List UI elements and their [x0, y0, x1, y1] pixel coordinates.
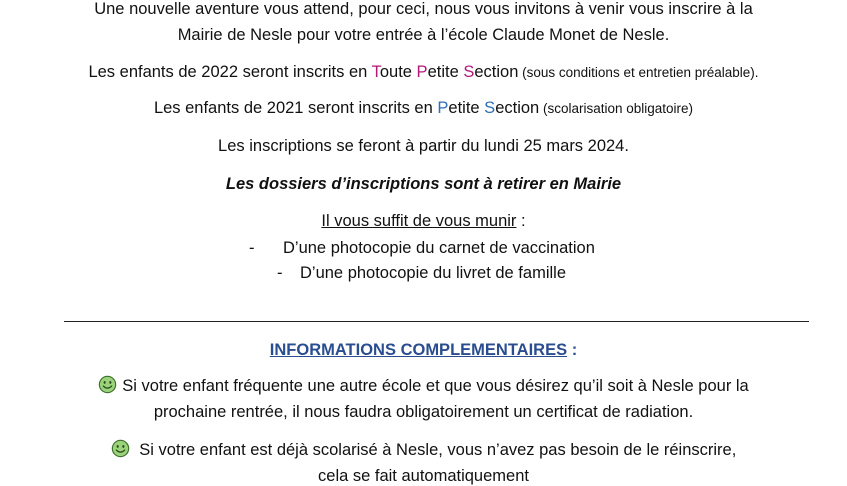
- smiley-face-icon: [111, 439, 130, 458]
- ps-prefix: Les enfants de 2021 seront inscrits en: [153, 99, 438, 117]
- info-p2-line-2: cela se fait automatiquement: [318, 467, 529, 485]
- ps-word-1: etite: [448, 99, 485, 117]
- list-bullet: -: [249, 239, 255, 257]
- list-item-text: D’une photocopie du livret de famille: [300, 264, 566, 282]
- info-p1-line-2: prochaine rentrée, il nous faudra obligatoirement un certificat de radiation.: [153, 403, 694, 421]
- ps-note: (scolarisation obligatoire): [539, 101, 694, 116]
- dossiers-line: Les dossiers d’inscriptions sont à retirer en Mairie: [225, 175, 622, 193]
- intro-line-1: Une nouvelle aventure vous attend, pour ceci, nous vous invitons à venir vous inscrire à la: [94, 0, 753, 18]
- list-item: [277, 263, 566, 283]
- horizontal-divider: [64, 321, 809, 322]
- munir-heading: Il vous suffit de vous munir: [321, 212, 517, 230]
- smiley-face-icon: [98, 375, 117, 394]
- info-p2-line-1: [0, 439, 847, 460]
- info-heading: INFORMATIONS COMPLEMENTAIRES: [269, 341, 568, 359]
- tps-word-3: ection: [474, 63, 519, 81]
- info-p2-text-1: Si votre enfant est déjà scolarisé à Nesle, vous n’avez pas besoin de le réinscrire,: [134, 441, 737, 459]
- tps-word-1: oute: [379, 63, 417, 81]
- date-line: Les inscriptions se feront à partir du lundi 25 mars 2024.: [218, 137, 629, 155]
- tps-prefix: Les enfants de 2022 seront inscrits en: [88, 63, 372, 81]
- ps-line: [0, 98, 847, 119]
- info-p1-line-1: [0, 375, 847, 396]
- list-item: [249, 238, 595, 258]
- ps-initial-p: P: [437, 99, 449, 117]
- ps-word-2: ection: [495, 99, 540, 117]
- info-heading-suffix: :: [567, 341, 578, 359]
- list-item-text: D’une photocopie du carnet de vaccination: [283, 239, 595, 257]
- intro-line-2: Mairie de Nesle pour votre entrée à l’école Claude Monet de Nesle.: [177, 26, 670, 44]
- tps-initial-t: T: [371, 63, 380, 81]
- ps-initial-s: S: [484, 99, 496, 117]
- tps-note: (sous conditions et entretien préalable).: [518, 65, 759, 80]
- tps-line: [0, 62, 847, 83]
- munir-heading-suffix: :: [516, 212, 526, 230]
- munir-heading-line: [0, 211, 847, 231]
- tps-initial-p: P: [416, 63, 428, 81]
- info-p1-text-1: Si votre enfant fréquente une autre école et que vous désirez qu’il soit à Nesle pour la: [122, 377, 749, 395]
- tps-word-2: etite: [427, 63, 464, 81]
- tps-initial-s: S: [463, 63, 475, 81]
- list-bullet: -: [277, 264, 283, 282]
- info-heading-line: [0, 340, 847, 360]
